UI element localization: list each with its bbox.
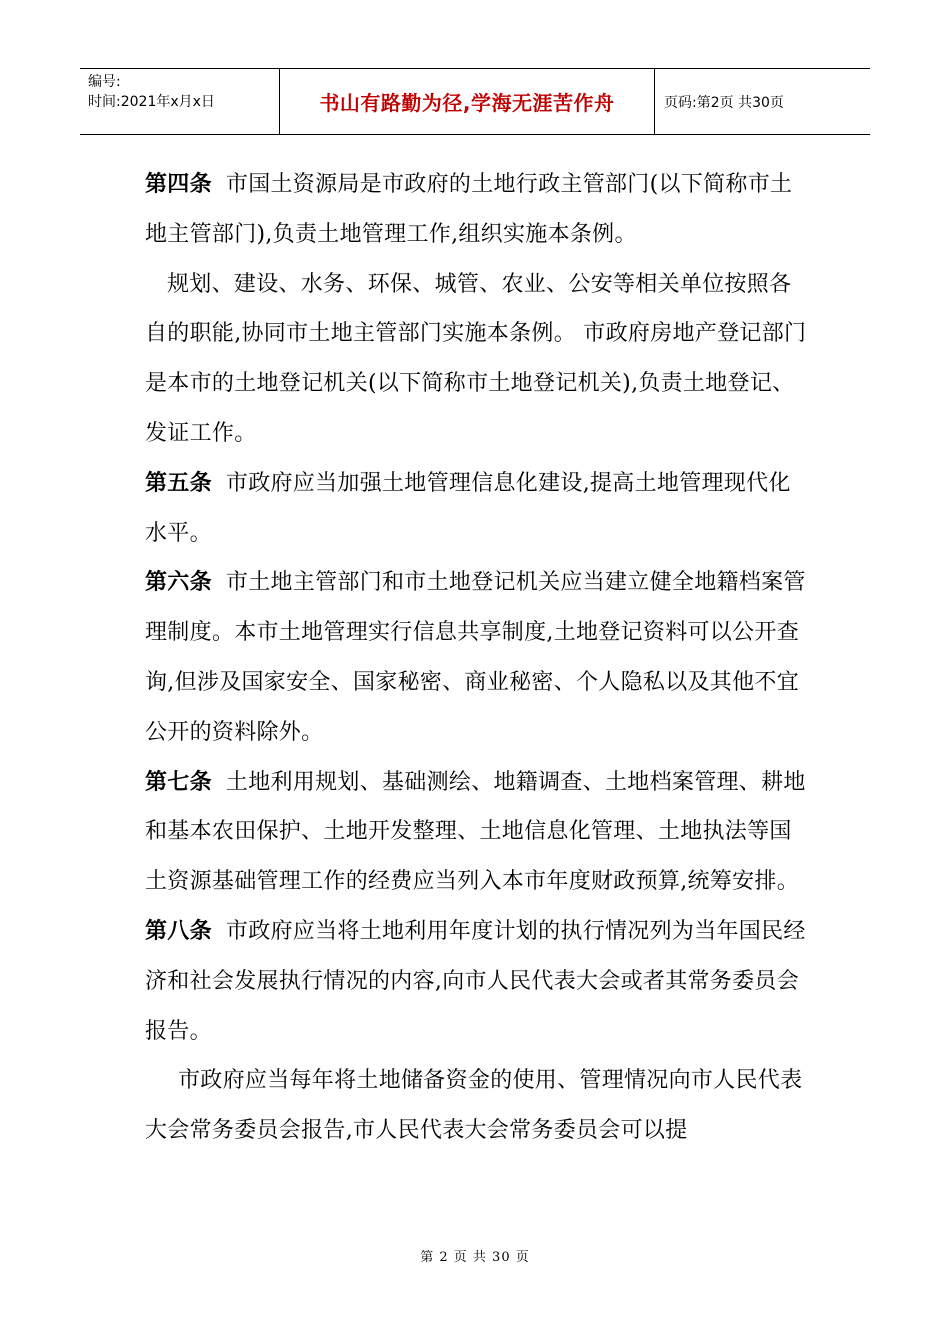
article-heading: 第七条 (145, 769, 212, 795)
article-5 (145, 459, 810, 559)
article-heading: 第四条 (145, 172, 212, 197)
article-heading: 第八条 (145, 918, 212, 944)
article-text: 规划、建设、水务、环保、城管、农业、公安等相关单位按照各自的职能,协同市土地主管部门实施本条例。 市政府房地产登记部门是本市的土地登记机关(以下简称市土地登记机关),负责土地登记、发证工作。 (145, 271, 807, 446)
article-7 (145, 758, 810, 907)
document-header (80, 68, 870, 135)
article-heading: 第五条 (145, 470, 212, 496)
document-body (145, 160, 810, 1156)
header-page-info: 页码:第2页 共30页 (664, 94, 784, 111)
article-heading: 第六条 (145, 570, 212, 596)
article-4-paragraph-2 (145, 260, 810, 459)
article-4 (145, 160, 810, 260)
header-motto: 书山有路勤为径,学海无涯苦作舟 (280, 69, 655, 134)
page-footer: 第 2 页 共 30 页 (420, 1250, 530, 1265)
article-6 (145, 558, 810, 757)
article-text: 土地利用规划、基础测绘、地籍调查、土地档案管理、耕地和基本农田保护、土地开发整理、土地信息化管理、土地执法等国土资源基础管理工作的经费应当列入本市年度财政预算,统筹安排。 (145, 769, 806, 895)
article-text: 市土地主管部门和市土地登记机关应当建立健全地籍档案管理制度。本市土地管理实行信息共享制度,土地登记资料可以公开查询,但涉及国家安全、国家秘密、商业秘密、个人隐私以及其他不宜公开的资料除外。 (145, 570, 806, 745)
article-text: 市政府应当每年将土地储备资金的使用、管理情况向市人民代表大会常务委员会报告,市人民代表大会常务委员会可以提 (145, 1068, 803, 1144)
article-8 (145, 907, 810, 1056)
document-time-label: 时间:2021年x月x日 (88, 94, 215, 110)
article-8-paragraph-2 (145, 1056, 810, 1156)
article-text: 市国土资源局是市政府的土地行政主管部门(以下简称市土地主管部门),负责土地管理工作,组织实施本条例。 (145, 172, 793, 247)
article-text: 市政府应当加强土地管理信息化建设,提高土地管理现代化水平。 (145, 470, 791, 546)
header-meta-cell (80, 69, 280, 134)
document-number-label: 编号: (88, 74, 121, 90)
article-text: 市政府应当将土地利用年度计划的执行情况列为当年国民经济和社会发展执行情况的内容,向市人民代表大会或者其常务委员会报告。 (145, 918, 806, 1044)
